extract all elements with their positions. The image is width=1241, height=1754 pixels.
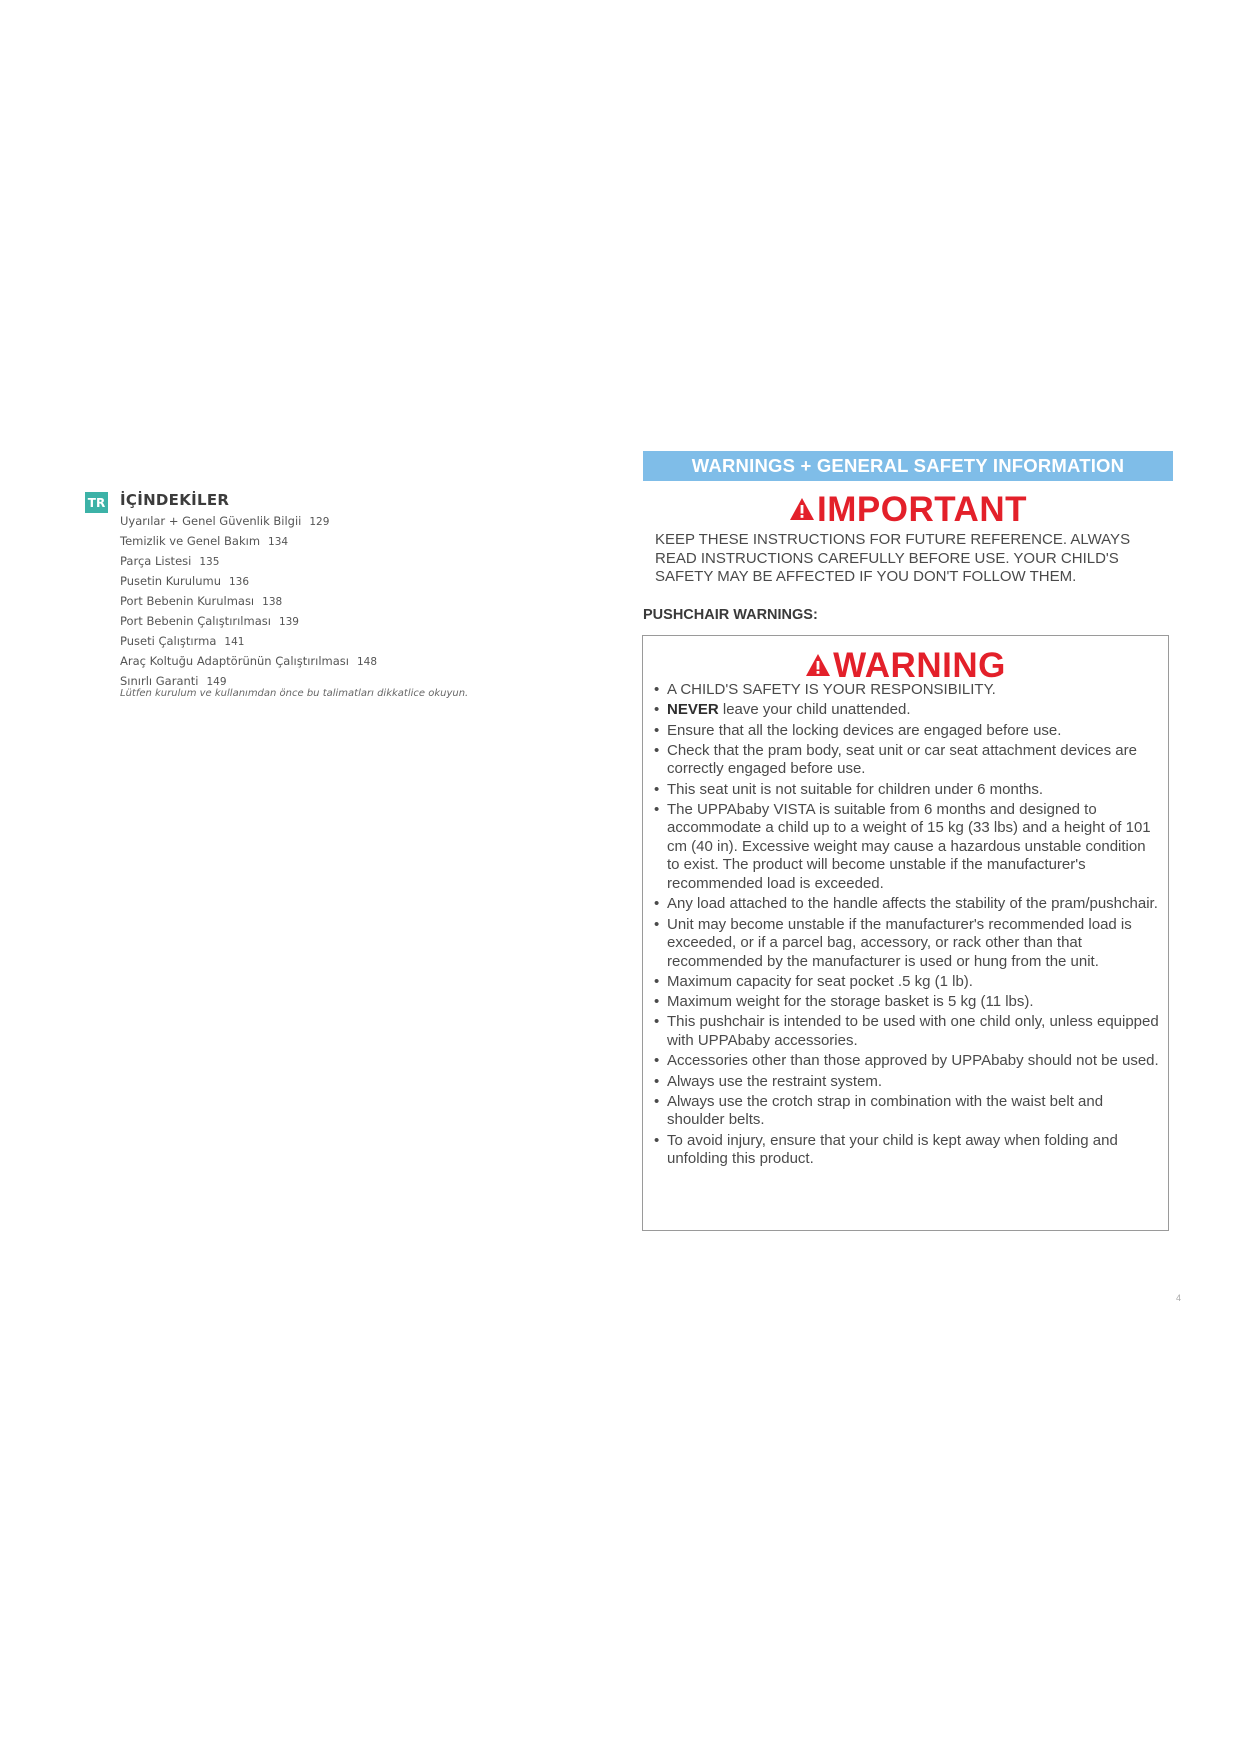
language-badge: TR: [85, 492, 108, 513]
toc-item[interactable]: Uyarılar + Genel Güvenlik Bilgii 129: [120, 514, 330, 528]
pushchair-warnings-heading: PUSHCHAIR WARNINGS:: [643, 607, 818, 623]
toc-item[interactable]: Sınırlı Garanti 149: [120, 674, 227, 688]
important-text: KEEP THESE INSTRUCTIONS FOR FUTURE REFERENCE. ALWAYS READ INSTRUCTIONS CAREFULLY BEFORE USE. YOUR CHILD'S SAFETY MAY BE AFFECTED IF YOU DON'T FOLLOW THEM.: [655, 531, 1131, 585]
toc-item[interactable]: Port Bebenin Kurulması 138: [120, 594, 283, 608]
important-heading: IMPORTANT: [643, 486, 1173, 534]
warning-item: • Maximum weight for the storage basket is 5 kg (11 lbs).: [654, 993, 1159, 1012]
warning-item: • Unit may become unstable if the manufacturer's recommended load is exceeded, or if a parcel bag, accessory, or rack other than that recommended by the manufacturer is used or hung from the unit.: [654, 916, 1159, 972]
warning-item: • To avoid injury, ensure that your child is kept away when folding and unfolding this product.: [654, 1132, 1159, 1169]
warning-item: • A CHILD'S SAFETY IS YOUR RESPONSIBILITY.: [654, 681, 1159, 700]
warning-item: • This pushchair is intended to be used with one child only, unless equipped with UPPAbaby accessories.: [654, 1013, 1159, 1050]
warning-item: • Always use the crotch strap in combination with the waist belt and shoulder belts.: [654, 1093, 1159, 1130]
toc-item[interactable]: Araç Koltuğu Adaptörünün Çalıştırılması 148: [120, 654, 378, 668]
section-banner: WARNINGS + GENERAL SAFETY INFORMATION: [643, 451, 1173, 481]
toc-item[interactable]: Puseti Çalıştırma 141: [120, 634, 245, 648]
toc-note: Lütfen kurulum ve kullanımdan önce bu talimatları dikkatlice okuyun.: [120, 688, 469, 699]
warning-triangle-icon: [805, 653, 831, 677]
warning-list: [654, 681, 1159, 1170]
warning-item: • Check that the pram body, seat unit or car seat attachment devices are correctly engaged before use.: [654, 742, 1159, 779]
warning-item: • Always use the restraint system.: [654, 1073, 1159, 1092]
warning-item: • Any load attached to the handle affects the stability of the pram/pushchair.: [654, 895, 1159, 914]
warning-triangle-icon: [789, 497, 815, 521]
page-number: 4: [1176, 1293, 1182, 1303]
warning-item: • Ensure that all the locking devices are engaged before use.: [654, 722, 1159, 741]
warning-box: [642, 635, 1169, 1231]
warning-item: • This seat unit is not suitable for children under 6 months.: [654, 781, 1159, 800]
toc-item[interactable]: Temizlik ve Genel Bakım 134: [120, 534, 289, 548]
warning-item: • NEVER leave your child unattended.: [654, 701, 1159, 720]
warning-item: • The UPPAbaby VISTA is suitable from 6 months and designed to accommodate a child up to a weight of 15 kg (33 lbs) and a height of 101 cm (40 in). Excessive weight may cause a hazardous unstable condition to exist. The product will become unstable if the manufacturer's recommended load is exceeded.: [654, 801, 1159, 894]
toc-item[interactable]: Pusetin Kurulumu 136: [120, 574, 250, 588]
toc-item[interactable]: Parça Listesi 135: [120, 554, 220, 568]
warning-item: • Accessories other than those approved by UPPAbaby should not be used.: [654, 1052, 1159, 1071]
toc-list: [120, 512, 377, 692]
warning-heading: WARNING: [643, 642, 1168, 690]
toc-item[interactable]: Port Bebenin Çalıştırılması 139: [120, 614, 299, 628]
toc-title: İÇİNDEKİLER: [120, 491, 230, 509]
warning-item: • Maximum capacity for seat pocket .5 kg (1 lb).: [654, 973, 1159, 992]
